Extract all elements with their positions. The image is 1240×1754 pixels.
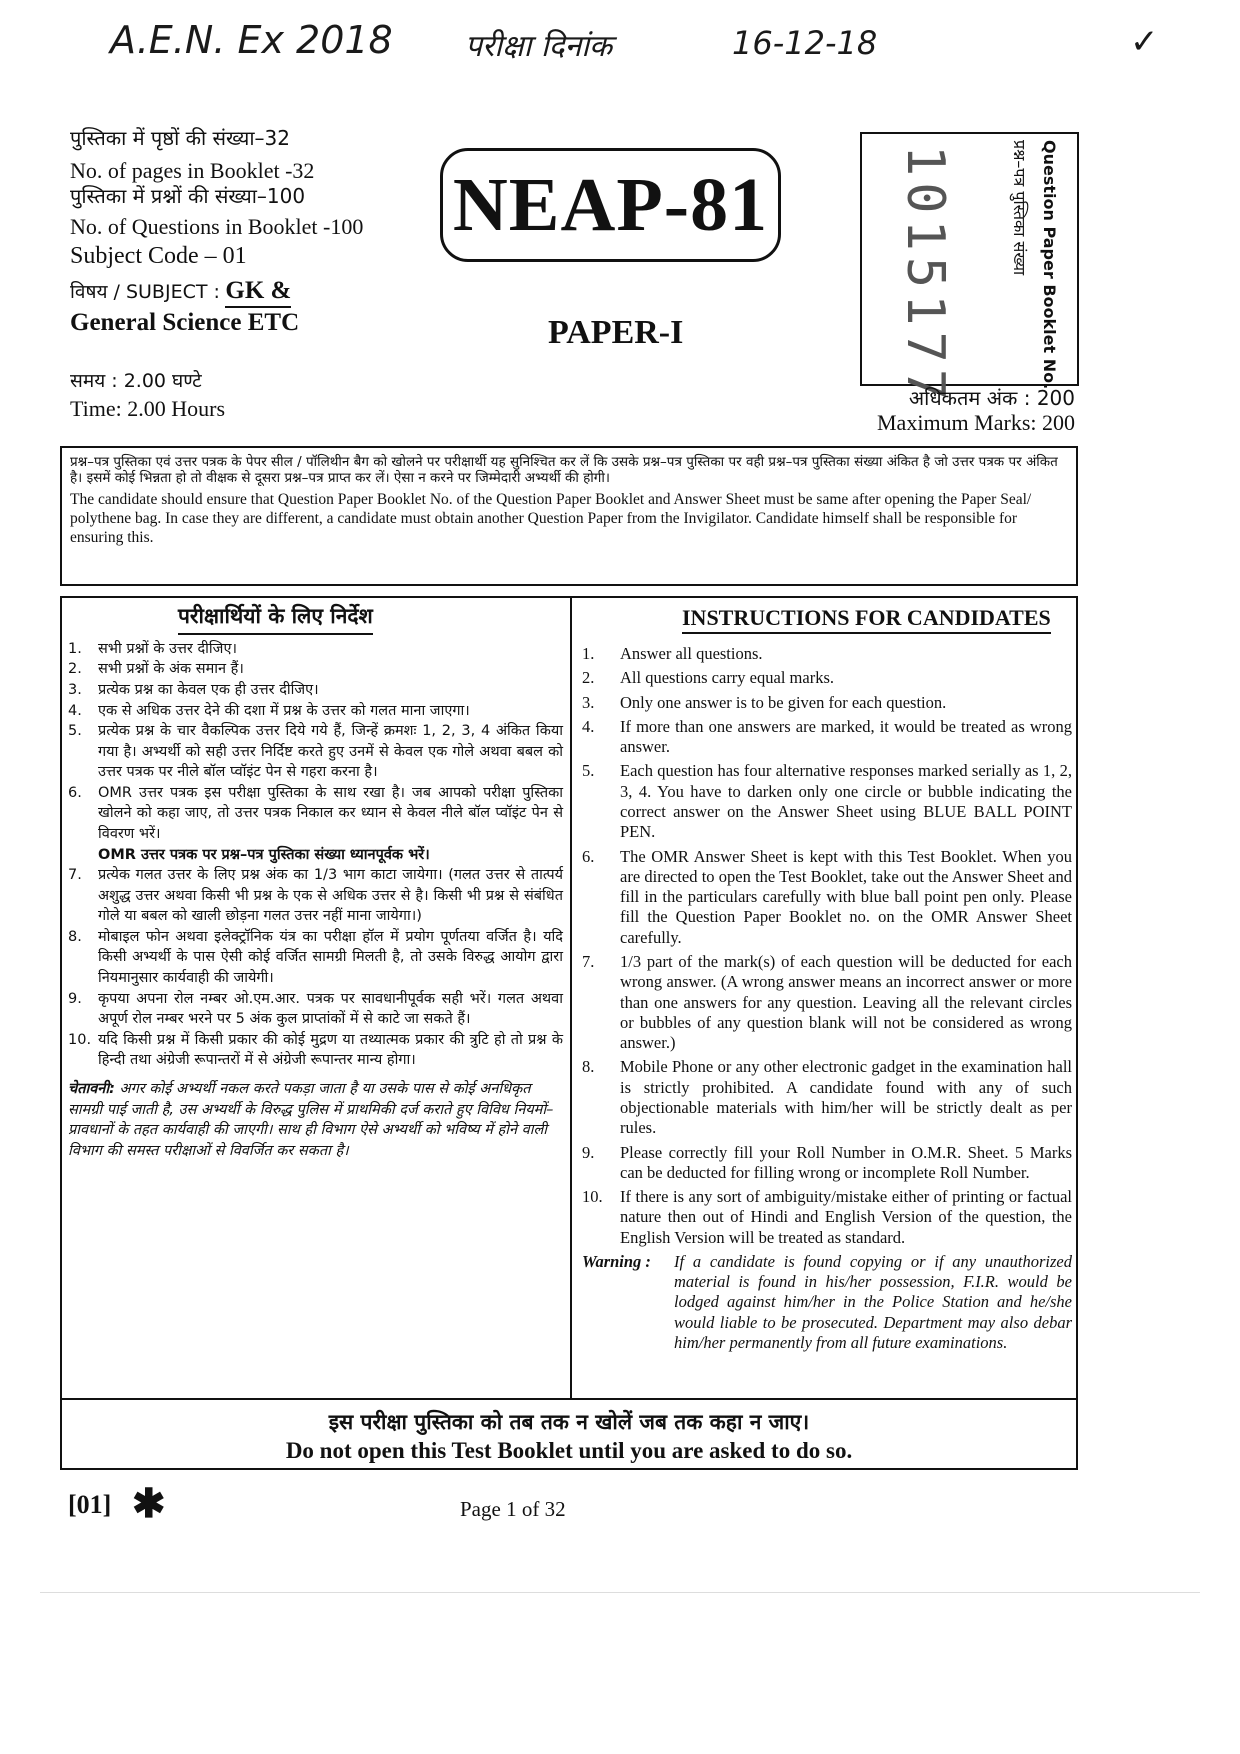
- pages-count-en: No. of pages in Booklet -32: [70, 158, 315, 183]
- instructions-box: [60, 596, 1078, 1470]
- questions-count-en: No. of Questions in Booklet -100: [70, 214, 364, 239]
- hi-instruction-item: [68, 989, 563, 1030]
- instruction-text: प्रत्येक प्रश्न के चार वैकल्पिक उत्तर दिये गये हैं, जिन्हें क्रमशः 1, 2, 3, 4 अंकित किया गया है। अभ्यर्थी को सही उत्तर निर्दिष्ट करते हुए उनमें से केवल एक गोले अथवा बबल को उत्तर पत्रक पर नीले बॉल प्वॉइंट पेन से गहरा करना है।: [98, 723, 563, 781]
- instruction-number: 6.: [582, 846, 595, 866]
- time-hi: समय : 2.00 घण्टे: [70, 370, 202, 392]
- instruction-number: 4.: [68, 702, 82, 719]
- en-instruction-item: [582, 847, 1072, 948]
- max-marks-en: Maximum Marks: 200: [877, 410, 1075, 435]
- hi-instruction-item: [68, 927, 563, 989]
- warning-en: [582, 1252, 1072, 1353]
- booklet-check-notice: [60, 446, 1078, 586]
- instruction-number: 9.: [68, 990, 82, 1007]
- hi-instruction-item: [68, 639, 563, 660]
- instruction-number: 8.: [582, 1057, 595, 1077]
- warning-text-en: If a candidate is found copying or if any unauthorized material is found in his/her possession, F.I.R. would be lodged against him/her in the Police Station and he/she would liable to be prosecuted. Department may also debar him/her permanently from all future examinations.: [674, 1251, 1072, 1353]
- questions-count-hi: पुस्तिका में प्रश्नों की संख्या–100: [70, 184, 306, 208]
- instruction-text: Only one answer is to be given for each question.: [620, 692, 947, 712]
- paper-title: PAPER-I: [548, 314, 684, 351]
- instruction-number: 2.: [582, 668, 595, 688]
- subject-label: विषय / SUBJECT :: [70, 281, 220, 303]
- hi-instruction-item: [68, 701, 563, 722]
- instruction-text: कृपया अपना रोल नम्बर ओ.एम.आर. पत्रक पर सावधानीपूर्वक सही भरें। गलत अथवा अपूर्ण रोल नम्बर भरने पर 5 अंक कुल प्राप्तांकों में से काटे जा सकते हैं।: [98, 990, 563, 1028]
- instruction-number: 1.: [582, 644, 595, 664]
- instruction-number: 8.: [68, 928, 82, 945]
- subject-value-line-2: General Science ETC: [70, 309, 300, 336]
- en-instruction-item: [582, 644, 1072, 664]
- page-number: Page 1 of 32: [460, 1497, 566, 1521]
- instruction-text: मोबाइल फोन अथवा इलेक्ट्रॉनिक यंत्र का परीक्षा हॉल में प्रयोग पूर्णतया वर्जित है। यदि किसी अभ्यर्थी के पास ऐसी कोई वर्जित सामग्री मिलती है, तो उसके विरुद्ध आयोग द्वारा नियमानुसार कार्यवाही की जायेगी।: [98, 928, 563, 987]
- instruction-text: OMR उत्तर पत्रक इस परीक्षा पुस्तिका के साथ रखा है। जब आपको परीक्षा पुस्तिका खोलने को कहा जाए, तो उत्तर पत्रक निकाल कर ध्यान से केवल नीले बॉल प्वॉइंट पेन से विवरण भरें।: [98, 784, 563, 843]
- time-en: Time: 2.00 Hours: [70, 396, 226, 421]
- instruction-text: All questions carry equal marks.: [620, 668, 834, 688]
- paper-code: NEAP-81: [452, 162, 769, 247]
- instruction-text: 1/3 part of the mark(s) of each question will be deducted for each wrong answer. (A wrong answer means an incorrect answer or more than one answers for any question. Leaving all the relevant circles or bubbles of any question blank will not be considered as wrong answer.): [620, 951, 1072, 1053]
- en-instruction-item: [582, 717, 1072, 758]
- page-bottom-rule: [40, 1592, 1200, 1593]
- do-not-open-notice: [62, 1398, 1076, 1470]
- notice-en: The candidate should ensure that Question Paper Booklet No. of the Question Paper Booklet and Answer Sheet must be same after opening the Paper Seal/ polythene bag. In case they are different, a candidate must obtain another Question Paper from the Invigilator. Candidate himself shall be responsible for ensuring this.: [70, 490, 1032, 546]
- paper-code-box: [440, 148, 781, 262]
- instructions-heading-hi: परीक्षार्थियों के लिए निर्देश: [178, 602, 373, 635]
- en-instruction-item: [582, 761, 1072, 842]
- instruction-number: 10.: [582, 1187, 603, 1207]
- warning-label-en: Warning :: [582, 1251, 651, 1271]
- omr-instruction-hi: OMR उत्तर पत्रक पर प्रश्न–पत्र पुस्तिका संख्या ध्यानपूर्वक भरें।: [98, 846, 430, 863]
- instruction-text: If there is any sort of ambiguity/mistake either of printing or factual nature then out of Hindi and English Version of the question, the English Version will be treated as standard.: [620, 1187, 1072, 1247]
- handwritten-exam-date: 16-12-18: [732, 24, 878, 62]
- instruction-text: Mobile Phone or any other electronic gadget in the examination hall is strictly prohibited. A candidate found with any of such objectionable materials with him/her will be strictly dealt as per rules.: [620, 1057, 1072, 1138]
- instruction-number: 5.: [582, 761, 595, 781]
- handwritten-exam-date-label: परीक्षा दिनांक: [465, 29, 613, 64]
- instruction-text: सभी प्रश्नों के अंक समान हैं।: [98, 661, 244, 678]
- en-instruction-item: [582, 952, 1072, 1053]
- en-instruction-item: [582, 1187, 1072, 1248]
- do-not-open-hi: इस परीक्षा पुस्तिका को तब तक न खोलें जब तक कहा न जाए।: [328, 1410, 810, 1434]
- instruction-text: Please correctly fill your Roll Number in O.M.R. Sheet. 5 Marks can be deducted for filling wrong or incomplete Roll Number.: [620, 1142, 1072, 1182]
- instruction-text: यदि किसी प्रश्न में किसी प्रकार की कोई मुद्रण या तथ्यात्मक प्रकार की त्रुटि हो तो प्रश्न के हिन्दी तथा अंग्रेजी रूपान्तरों में से अंग्रेजी रूपान्तर मान्य होगा।: [98, 1031, 563, 1069]
- instruction-number: 6.: [68, 784, 82, 801]
- booklet-number: 1015177: [895, 145, 955, 407]
- instruction-number: 9.: [582, 1142, 595, 1162]
- instruction-number: 4.: [582, 716, 595, 736]
- instruction-text: The OMR Answer Sheet is kept with this Test Booklet. When you are directed to open the Test Booklet, take out the Answer Sheet and fill in the particulars carefully with blue ball point pen only. Please fill the Question Paper Booklet no. on the OMR Answer Sheet carefully.: [620, 846, 1072, 947]
- subject-code-footer: [01]: [68, 1490, 112, 1519]
- booklet-label-hi: प्रश्न–पत्र पुस्तिका संख्या: [1010, 140, 1029, 276]
- max-marks-hi: अधिकतम अंक : 200: [908, 386, 1075, 410]
- hi-instruction-item: [68, 1030, 563, 1071]
- instruction-text: प्रत्येक गलत उत्तर के लिए प्रश्न अंक का 1/3 भाग काटा जायेगा। (गलत उत्तर से तात्पर्य अशुद्ध उत्तर अथवा किसी भी प्रश्न के एक से अधिक उत्तर से है। किसी भी प्रश्न से संबंधित गोले या बबल को खाली छोड़ना गलत उत्तर नहीं माना जायेगा।): [98, 867, 563, 925]
- handwritten-tick: ✓: [1130, 22, 1159, 62]
- handwritten-exam-name: A.E.N. Ex 2018: [110, 18, 393, 62]
- instruction-number: 10.: [68, 1031, 92, 1048]
- hi-instruction-item: [68, 783, 563, 845]
- booklet-label-en: Question Paper Booklet No.: [1040, 140, 1059, 390]
- instruction-text: प्रत्येक प्रश्न का केवल एक ही उत्तर दीजिए।: [98, 681, 319, 698]
- warning-hi: [68, 1079, 563, 1161]
- pages-count-hi: पुस्तिका में पृष्ठों की संख्या–32: [70, 126, 290, 150]
- instruction-number: 7.: [582, 951, 595, 971]
- instruction-text: Answer all questions.: [620, 644, 763, 664]
- instruction-number: 3.: [68, 681, 82, 698]
- instruction-number: 1.: [68, 640, 82, 657]
- column-divider: [570, 598, 572, 1398]
- en-instruction-item: [582, 668, 1072, 688]
- notice-hi: प्रश्न–पत्र पुस्तिका एवं उत्तर पत्रक के पेपर सील / पॉलिथीन बैग को खोलने पर परीक्षार्थी यह सुनिश्चित कर लें कि उसके प्रश्न–पत्र पुस्तिका पर वही प्रश्न–पत्र पुस्तिका संख्या अंकित है जो उत्तर पत्रक पर अंकित है। इसमें कोई भिन्नता हो तो वीक्षक से दूसरा प्रश्न–पत्र प्राप्त कर लें। ऐसा न करने पर जिम्मेदारी अभ्यर्थी की होगी।: [70, 454, 1058, 487]
- do-not-open-en: Do not open this Test Booklet until you are asked to do so.: [285, 1438, 853, 1463]
- warning-label-hi: चेतावनी:: [68, 1080, 115, 1097]
- en-instruction-item: [582, 1143, 1072, 1184]
- instruction-number: 5.: [68, 723, 82, 740]
- instruction-text: एक से अधिक उत्तर देने की दशा में प्रश्न के उत्तर को गलत माना जाएगा।: [98, 702, 470, 719]
- instruction-text: If more than one answers are marked, it would be treated as wrong answer.: [620, 716, 1072, 757]
- instruction-text: Each question has four alternative responses marked serially as 1, 2, 3, 4. You have to darken only one circle or bubble indicating the correct answer on the Answer Sheet using BLUE BALL POINT PEN.: [620, 761, 1072, 842]
- en-instruction-item: [582, 1057, 1072, 1138]
- instruction-number: 2.: [68, 661, 82, 678]
- hi-instruction-item: [68, 680, 563, 701]
- subject-value: GK &: [225, 277, 291, 308]
- instructions-hindi-column: [68, 598, 563, 1161]
- en-instruction-item: [582, 693, 1072, 713]
- instruction-text: सभी प्रश्नों के उत्तर दीजिए।: [98, 640, 237, 657]
- subject-row: [70, 278, 291, 303]
- subject-code: Subject Code – 01: [70, 243, 247, 269]
- hi-instruction-item: [68, 865, 563, 927]
- warning-text-hi: अगर कोई अभ्यर्थी नकल करते पकड़ा जाता है या उसके पास से कोई अनधिकृत सामग्री पाई जाती है, उस अभ्यर्थी के विरुद्ध पुलिस में प्राथमिकी दर्ज कराते हुए विविध नियमों–प्रावधानों के तहत कार्यवाही की जाएगी। साथ ही विभाग ऐसे अभ्यर्थी को भविष्य में होने वाली विभाग की समस्त परीक्षाओं से विवर्जित कर सकता है।: [68, 1080, 554, 1159]
- hi-instruction-item: [68, 659, 563, 680]
- instructions-heading-en: INSTRUCTIONS FOR CANDIDATES: [682, 604, 1051, 634]
- instruction-number: 3.: [582, 692, 595, 712]
- star-icon: ✱: [132, 1481, 166, 1526]
- instructions-english-column: [582, 598, 1072, 1353]
- hi-instruction-item: [68, 721, 563, 783]
- instruction-number: 7.: [68, 867, 82, 884]
